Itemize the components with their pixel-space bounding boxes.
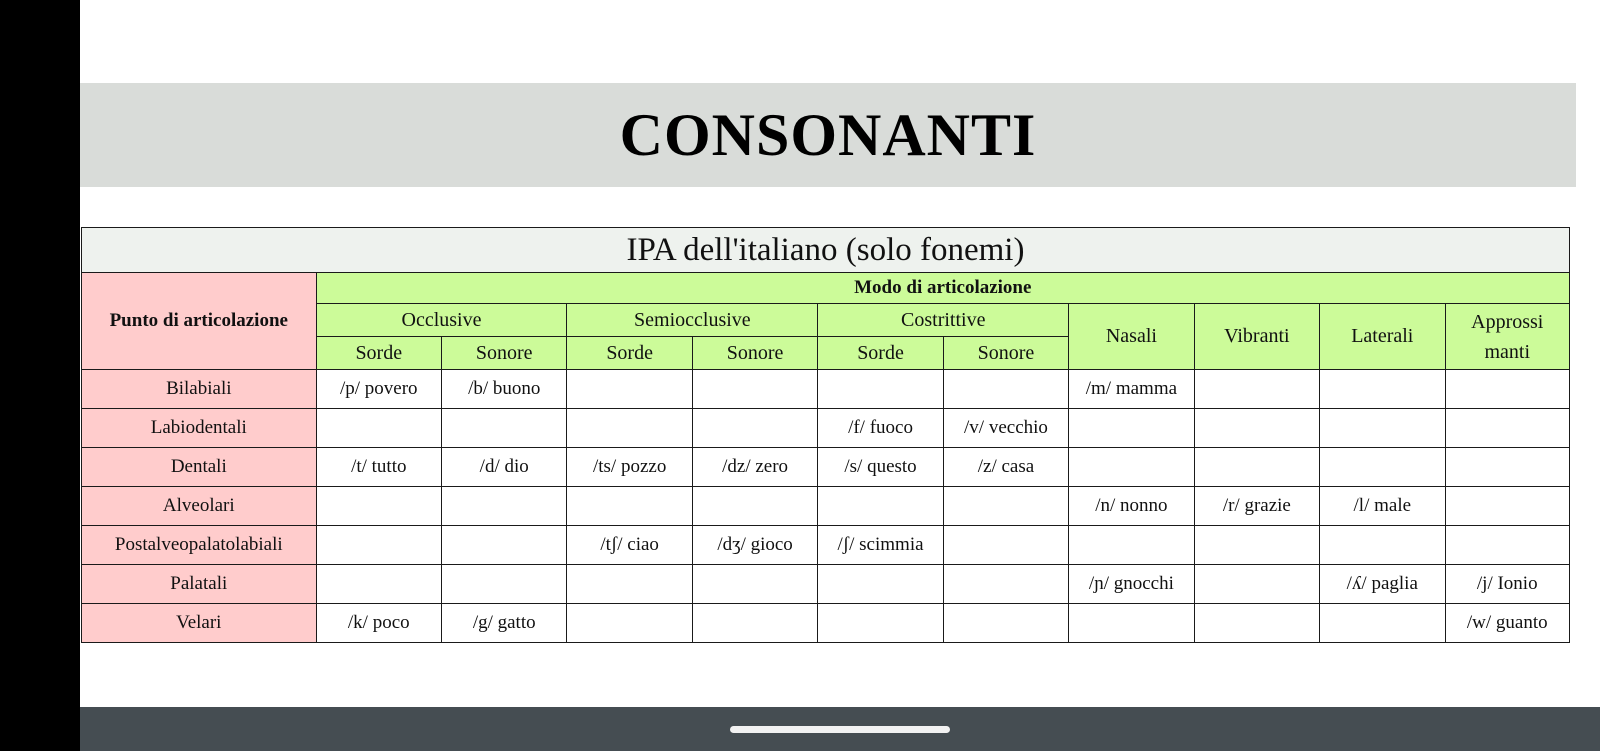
- table-cell: [943, 487, 1068, 526]
- semiocclusive-sorde: Sorde: [567, 337, 692, 370]
- table-row: [82, 487, 1570, 526]
- table-cell: [692, 604, 817, 643]
- table-row: [82, 409, 1570, 448]
- table-cell: [316, 526, 441, 565]
- approssimanti-line-1: Approssi: [1471, 310, 1544, 333]
- table-cell: /dz/ zero: [692, 448, 817, 487]
- table-row: [82, 604, 1570, 643]
- place-of-articulation-header: Punto di articolazione: [82, 273, 317, 370]
- table-cell: [943, 565, 1068, 604]
- table-cell: /p/ povero: [316, 370, 441, 409]
- table-cell: /ʃ/ scimmia: [818, 526, 943, 565]
- table-row: [82, 370, 1570, 409]
- group-nasali: Nasali: [1069, 304, 1194, 370]
- occlusive-sonore: Sonore: [442, 337, 567, 370]
- table-cell: /ɲ/ gnocchi: [1069, 565, 1194, 604]
- table-cell: [442, 526, 567, 565]
- table-cell: [442, 487, 567, 526]
- table-cell: /ts/ pozzo: [567, 448, 692, 487]
- table-cell: /w/ guanto: [1445, 604, 1570, 643]
- table-cell: [943, 604, 1068, 643]
- table-cell: [316, 409, 441, 448]
- table-cell: [1320, 370, 1445, 409]
- slide-title: CONSONANTI: [619, 101, 1037, 168]
- table-cell: [1320, 604, 1445, 643]
- table-cell: [1194, 526, 1319, 565]
- table-cell: /l/ male: [1320, 487, 1445, 526]
- table-cell: [1069, 526, 1194, 565]
- table-cell: /tʃ/ ciao: [567, 526, 692, 565]
- group-approssimanti: [1445, 304, 1570, 370]
- table-row: [82, 448, 1570, 487]
- table-cell: [567, 487, 692, 526]
- approssimanti-line-2: manti: [1484, 340, 1531, 363]
- table-cell: /f/ fuoco: [818, 409, 943, 448]
- row-header: Labiodentali: [82, 409, 317, 448]
- table-caption: IPA dell'italiano (solo fonemi): [82, 228, 1570, 273]
- table-cell: /g/ gatto: [442, 604, 567, 643]
- table-cell: /r/ grazie: [1194, 487, 1319, 526]
- table-cell: /s/ questo: [818, 448, 943, 487]
- table-cell: [692, 409, 817, 448]
- table-cell: [818, 487, 943, 526]
- table-cell: [818, 604, 943, 643]
- table-cell: /t/ tutto: [316, 448, 441, 487]
- home-gesture-handle[interactable]: [730, 726, 950, 733]
- table-cell: /k/ poco: [316, 604, 441, 643]
- group-laterali: Laterali: [1320, 304, 1445, 370]
- table-cell: [1194, 604, 1319, 643]
- table-cell: [1445, 448, 1570, 487]
- left-black-bar: [0, 0, 80, 751]
- table-cell: /ʎ/ paglia: [1320, 565, 1445, 604]
- table-cell: [818, 565, 943, 604]
- table-cell: [1320, 526, 1445, 565]
- table-cell: [1320, 409, 1445, 448]
- table-cell: [316, 487, 441, 526]
- table-cell: [567, 604, 692, 643]
- group-occlusive: Occlusive: [316, 304, 567, 337]
- table-cell: /b/ buono: [442, 370, 567, 409]
- table-cell: [316, 565, 441, 604]
- row-header: Dentali: [82, 448, 317, 487]
- group-costrittive: Costrittive: [818, 304, 1069, 337]
- table-cell: [818, 370, 943, 409]
- table-cell: [692, 565, 817, 604]
- ipa-consonant-table: [81, 227, 1570, 643]
- table-cell: [943, 370, 1068, 409]
- table-cell: [442, 565, 567, 604]
- table-body: [82, 370, 1570, 643]
- table-cell: [692, 370, 817, 409]
- slide-title-band: [80, 83, 1576, 187]
- table-cell: [1194, 565, 1319, 604]
- table-cell: [567, 409, 692, 448]
- table-row: [82, 526, 1570, 565]
- occlusive-sorde: Sorde: [316, 337, 441, 370]
- table-cell: [1445, 526, 1570, 565]
- table-cell: [1445, 409, 1570, 448]
- table-cell: [1194, 370, 1319, 409]
- table-cell: [1320, 448, 1445, 487]
- costrittive-sonore: Sonore: [943, 337, 1068, 370]
- group-semiocclusive: Semiocclusive: [567, 304, 818, 337]
- table-cell: [442, 409, 567, 448]
- table-cell: /j/ Ionio: [1445, 565, 1570, 604]
- row-header: Palatali: [82, 565, 317, 604]
- table-cell: [1069, 409, 1194, 448]
- table-cell: [943, 526, 1068, 565]
- table-cell: /m/ mamma: [1069, 370, 1194, 409]
- row-header: Alveolari: [82, 487, 317, 526]
- table-cell: [1194, 409, 1319, 448]
- costrittive-sorde: Sorde: [818, 337, 943, 370]
- table-cell: [1194, 448, 1319, 487]
- table-cell: /z/ casa: [943, 448, 1068, 487]
- table-cell: [1445, 370, 1570, 409]
- row-header: Velari: [82, 604, 317, 643]
- table-cell: [692, 487, 817, 526]
- table-cell: [1069, 448, 1194, 487]
- table-cell: [1445, 487, 1570, 526]
- row-header: Bilabiali: [82, 370, 317, 409]
- table-cell: /d/ dio: [442, 448, 567, 487]
- table-cell: [567, 565, 692, 604]
- table-cell: [567, 370, 692, 409]
- table-cell: [1069, 604, 1194, 643]
- table-cell: /n/ nonno: [1069, 487, 1194, 526]
- semiocclusive-sonore: Sonore: [692, 337, 817, 370]
- group-vibranti: Vibranti: [1194, 304, 1319, 370]
- row-header: Postalveopalatolabiali: [82, 526, 317, 565]
- table-cell: /v/ vecchio: [943, 409, 1068, 448]
- table-cell: /dʒ/ gioco: [692, 526, 817, 565]
- table-row: [82, 565, 1570, 604]
- manner-of-articulation-header: Modo di articolazione: [316, 273, 1569, 304]
